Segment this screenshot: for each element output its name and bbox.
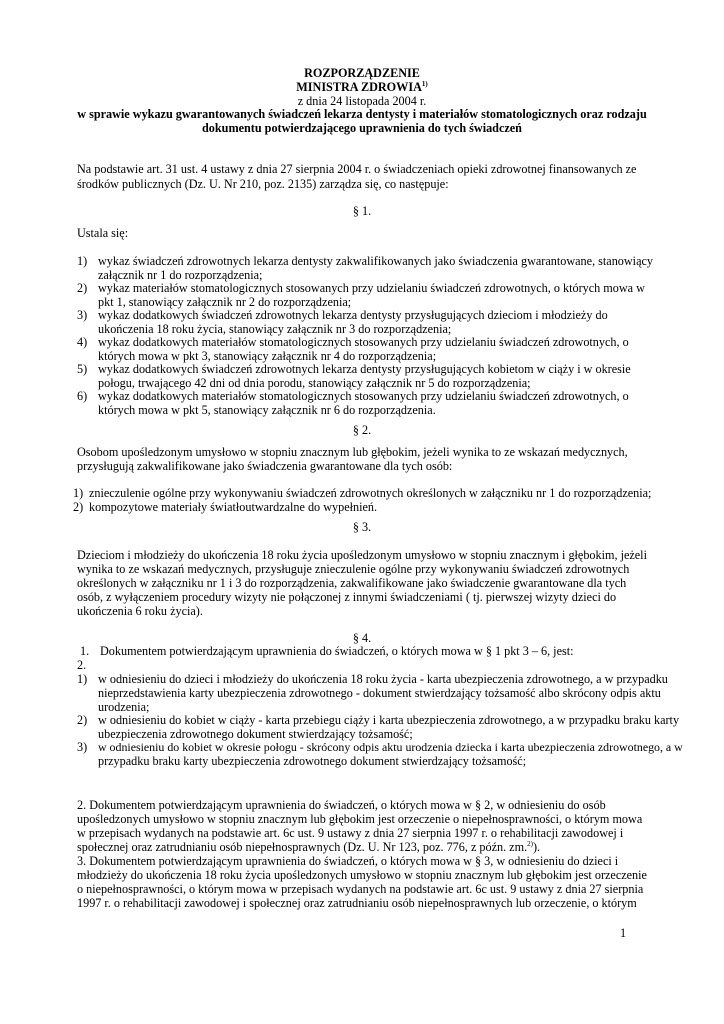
s1-item-3-line2: ukończenia 18 roku życia, stanowiący załącznik nr 3 do rozporządzenia; — [98, 322, 452, 336]
s2-item-1-text: znieczulenie ogólne przy wykonywaniu świadczeń zdrowotnych określonych w załączniku nr 1 do rozporządzenia; — [89, 486, 652, 500]
issuing-authority — [0, 80, 724, 94]
s1-item-6-line1: wykaz dodatkowych materiałów stomatologicznych stosowanych przy udzielaniu świadczeń zdrowotnych, o — [98, 389, 629, 403]
s4-item-1-line2: nieprzedstawienia karty ubezpieczenia zdrowotnego - dokument stwierdzający tożsamość albo skrócony odpis aktu — [98, 686, 661, 700]
s1-item-6-line2: których mowa w pkt 5, stanowiący załącznik nr 6 do rozporządzenia. — [98, 403, 436, 417]
document-subject-line1: w sprawie wykazu gwarantowanych świadczeń lekarza dentysty i materiałów stomatologicznych oraz rodzaju — [77, 107, 647, 121]
section-1-intro: Ustala się: — [77, 226, 129, 240]
s4-para3-line4: 1997 r. o rehabilitacji zawodowej i społecznej oraz zatrudnianiu osób niepełnosprawnych lub orzeczenie, o którym — [77, 896, 637, 910]
s4-para2-line4 — [77, 840, 540, 854]
document-title: ROZPORZĄDZENIE — [304, 66, 420, 80]
s1-item-4-num: 4) — [77, 335, 88, 349]
s1-item-2-line2: pkt 1, stanowiący załącznik nr 2 do rozporządzenia; — [98, 295, 352, 309]
s1-item-5-line1: wykaz dodatkowych świadczeń zdrowotnych lekarza dentysty przysługujących kobietom w ciąży i w okresie — [98, 362, 631, 376]
s1-item-4-line1: wykaz dodatkowych materiałów stomatologicznych stosowanych przy udzielaniu świadczeń zdrowotnych, o — [98, 335, 629, 349]
s4-item-3-line1: w odniesieniu do kobiet w okresie połogu - skrócony odpis aktu urodzenia dziecka i karta ubezpieczenia zdrowotnego, a w — [98, 740, 683, 754]
s1-item-3-num: 3) — [77, 308, 88, 322]
s1-item-6-num: 6) — [77, 389, 88, 403]
issuing-authority-text: MINISTRA ZDROWIA — [296, 80, 422, 94]
s4-para3-line1: 3. Dokumentem potwierdzającym uprawnienia do świadczeń, o których mowa w § 3, w odniesieniu do dzieci i — [77, 854, 619, 868]
s4-item-2-line2: ubezpieczenia zdrowotnego dokument stwierdzający tożsamość; — [98, 727, 413, 741]
s1-item-3-line1: wykaz dodatkowych świadczeń zdrowotnych lekarza dentysty przysługujących dzieciom i młodzieży do — [98, 308, 608, 322]
s4-item-3-line2: przypadku braku karty ubezpieczenia zdrowotnego dokument stwierdzający tożsamość; — [98, 754, 527, 768]
s2-item-1-num: 1) — [73, 486, 84, 500]
s1-item-1-line2: załącznik nr 1 do rozporządzenia; — [98, 268, 263, 282]
section-2-heading: § 2. — [352, 423, 372, 437]
section-3-heading: § 3. — [352, 520, 372, 534]
s4-item-3-num: 3) — [77, 740, 88, 754]
s1-item-4-line2: których mowa w pkt 3, stanowiący załącznik nr 4 do rozporządzenia; — [98, 349, 437, 363]
section-4-heading: § 4. — [352, 631, 372, 645]
s4-para2-line2: upośledzonych umysłowo w stopniu znacznym lub głębokim jest orzeczenie o niepełnosprawności, o którym mowa — [77, 812, 643, 826]
s4-item-1-line1: w odniesieniu do dzieci i młodzieży do ukończenia 18 roku życia - karta ubezpieczenia zdrowotnego, a w przypadku — [98, 672, 668, 686]
section-3-line5: ukończenia 6 roku życia). — [77, 604, 203, 618]
s4-para2-num: 2. — [77, 658, 87, 672]
s4-item-1-line3: urodzenia; — [98, 700, 150, 714]
section-3-line1: Dzieciom i młodzieży do ukończenia 18 roku życia upośledzonym umysłowo w stopniu znacznym i głębokim, jeżeli — [77, 548, 647, 562]
s2-item-2-text: kompozytowe materiały światłoutwardzalne do wypełnień. — [89, 500, 378, 514]
preamble-line2: środków publicznych (Dz. U. Nr 210, poz. 2135) zarządza się, co następuje: — [77, 177, 449, 191]
preamble-line1: Na podstawie art. 31 ust. 4 ustawy z dnia 27 sierpnia 2004 r. o świadczeniach opieki zdrowotnej finansowanych ze — [77, 162, 637, 176]
s4-para3-line3: o niepełnosprawności, o którym mowa w przepisach wydanych na podstawie art. 6c ust. 9 ustawy z dnia 27 sierpnia — [77, 882, 644, 896]
s1-item-5-num: 5) — [77, 362, 88, 376]
footnote-ref-2: 2) — [527, 840, 533, 848]
s4-para2-line3: w przepisach wydanych na podstawie art. 6c ust. 9 ustawy z dnia 27 sierpnia 1997 r. o rehabilitacji zawodowej i — [77, 826, 624, 840]
s4-para2-line4-end: ). — [532, 840, 541, 854]
s4-item-1-num: 1) — [77, 672, 88, 686]
s4-item-2-line1: w odniesieniu do kobiet w ciąży - karta przebiegu ciąży i karta ubezpieczenia zdrowotnego, a w przypadku braku karty — [98, 713, 680, 727]
s4-para1-text: Dokumentem potwierdzającym uprawnienia do świadczeń, o których mowa w § 1 pkt 3 – 6, jest: — [100, 644, 574, 658]
document-date: z dnia 24 listopada 2004 r. — [297, 94, 427, 108]
s1-item-1-num: 1) — [77, 254, 88, 268]
section-2-intro-line1: Osobom upośledzonym umysłowo w stopniu znacznym lub głębokim, jeżeli wynika to ze wskazań medycznych, — [77, 445, 628, 459]
section-2-intro-line2: przysługują zakwalifikowane jako świadczenia gwarantowane dla tych osób: — [77, 459, 453, 473]
section-3-line3: określonych w załączniku nr 1 i 3 do rozporządzenia, zakwalifikowane jako świadczenie gwarantowane dla tych — [77, 576, 627, 590]
s1-item-5-line2: połogu, trwającego 42 dni od dnia porodu, stanowiący załącznik nr 5 do rozporządzenia; — [98, 376, 531, 390]
s4-para3-line2: młodzieży do ukończenia 18 roku życia upośledzonych umysłowo w stopniu znacznym lub głębokim jest orzeczenie — [77, 868, 647, 882]
section-3-line2: wynika to ze wskazań medycznych, przysługuje znieczulenie ogólne przy wykonywaniu świadczeń zdrowotnych — [77, 562, 630, 576]
s2-item-2-num: 2) — [73, 500, 84, 514]
s4-para1-num: 1. — [80, 644, 90, 658]
document-subject-line2: dokumentu potwierdzającego uprawnienia do tych świadczeń — [202, 121, 522, 135]
s4-item-2-num: 2) — [77, 713, 88, 727]
s4-para2-line1: 2. Dokumentem potwierdzającym uprawnienia do świadczeń, o których mowa w § 2, w odniesieniu do osób — [77, 798, 606, 812]
s1-item-2-line1: wykaz materiałów stomatologicznych stosowanych przy udzielaniu świadczeń zdrowotnych, o których mowa w — [98, 281, 645, 295]
section-1-heading: § 1. — [352, 204, 372, 218]
s1-item-2-num: 2) — [77, 281, 88, 295]
page-number: 1 — [620, 926, 627, 940]
s4-para2-line4-text: społecznej oraz zatrudnianiu osób niepełnosprawnych (Dz. U. Nr 123, poz. 776, z późn. zm. — [77, 840, 528, 854]
footnote-ref-1: 1) — [421, 80, 428, 88]
s1-item-1-line1: wykaz świadczeń zdrowotnych lekarza dentysty zakwalifikowanych jako świadczenia gwarantowane, stanowiący — [98, 254, 653, 268]
section-3-line4: osób, z wyłączeniem procedury wizyty nie połączonej z innymi świadczeniami ( tj. pierwszej wizyty dzieci do — [77, 590, 617, 604]
